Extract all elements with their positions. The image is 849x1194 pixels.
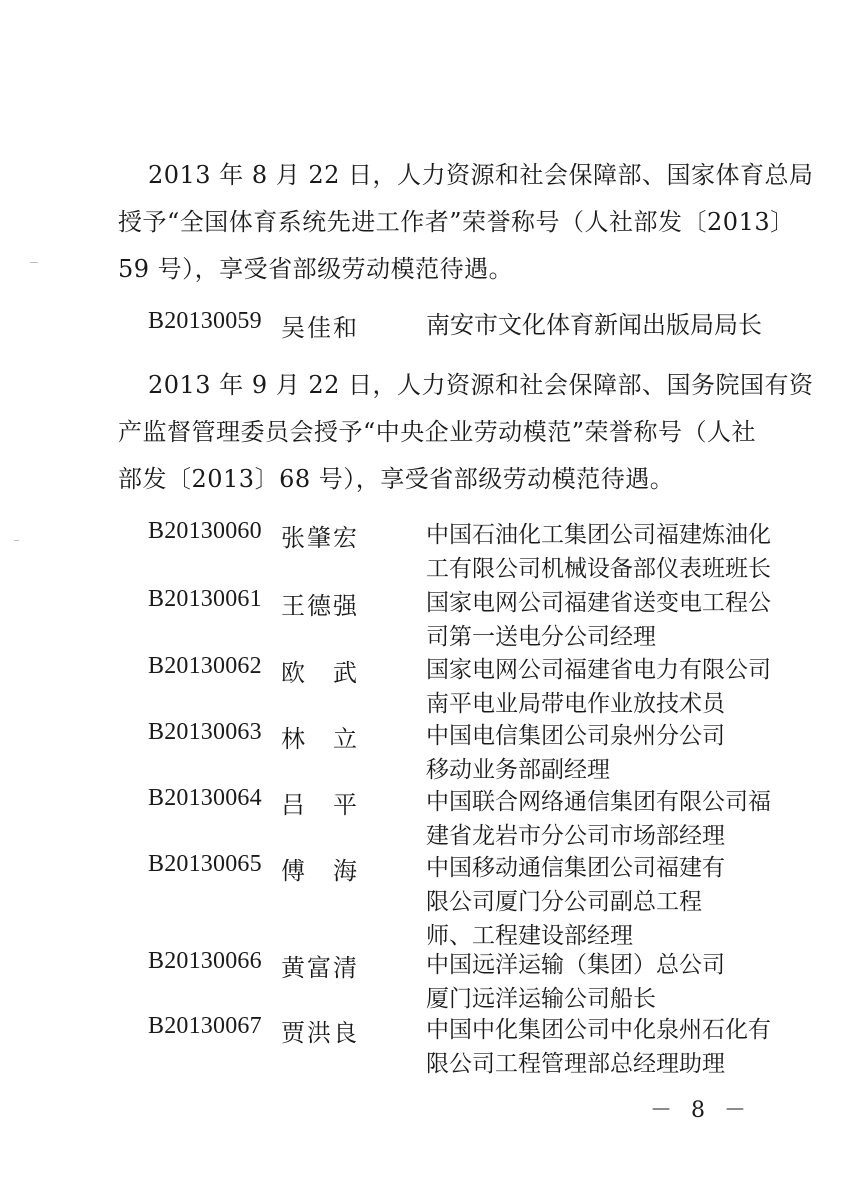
paragraph-line: 授予“全国体育系统先进工作者”荣誉称号（人社部发〔2013〕 [118,208,795,236]
paragraph-line: 产监督管理委员会授予“中央企业劳动模范”荣誉称号（人社 [118,418,757,446]
honoree-unit: 中国中化集团公司中化泉州石化有 限公司工程管理部总经理助理 [426,1017,771,1077]
honoree-code: B20130066 [148,948,262,974]
paragraph-line: 59 号），享受省部级劳动模范待遇。 [118,255,514,283]
scan-mark [14,540,19,541]
honoree-code: B20130067 [148,1013,262,1039]
paragraph-line: 2013 年 9 月 22 日，人力资源和社会保障部、国务院国有资 [148,371,814,399]
award-paragraph-1 [118,152,814,293]
honoree-code: B20130065 [148,851,262,877]
award-paragraph-2 [118,362,814,503]
page-number: － 8 － [650,1098,752,1123]
honoree-name: 傅 海 [281,857,359,885]
honoree-name: 贾洪良 [281,1019,359,1047]
honoree-name: 吕 平 [281,791,359,819]
honoree-code: B20130064 [148,785,262,811]
honoree-name: 欧 武 [281,659,359,687]
honoree-code: B20130060 [148,518,262,544]
honoree-code: B20130062 [148,653,262,679]
honoree-code: B20130063 [148,719,262,745]
honoree-unit: 国家电网公司福建省电力有限公司 南平电业局带电作业放技术员 [426,657,771,717]
honoree-name: 王德强 [281,592,359,620]
honoree-name: 张肇宏 [281,524,359,552]
honoree-code: B20130061 [148,586,262,612]
honoree-name: 黄富清 [281,954,359,982]
honoree-unit: 中国石油化工集团公司福建炼油化 工有限公司机械设备部仪表班班长 [426,522,771,582]
honoree-name: 林 立 [281,725,359,753]
honoree-unit: 中国电信集团公司泉州分公司 移动业务部副经理 [426,723,725,783]
honoree-name: 吴佳和 [281,314,359,342]
paragraph-line: 部发〔2013〕68 号），享受省部级劳动模范待遇。 [118,465,675,493]
paragraph-line: 2013 年 8 月 22 日，人力资源和社会保障部、国家体育总局 [148,161,814,189]
honoree-unit: 南安市文化体育新闻出版局局长 [426,311,762,339]
honoree-unit: 国家电网公司福建省送变电工程公 司第一送电分公司经理 [426,590,771,650]
honoree-row [148,308,768,344]
honoree-code: B20130059 [148,308,262,334]
honoree-unit: 中国联合网络通信集团有限公司福 建省龙岩市分公司市场部经理 [426,789,771,849]
honoree-unit: 中国远洋运输（集团）总公司 厦门远洋运输公司船长 [426,952,725,1012]
scan-mark [30,262,38,263]
honoree-unit: 中国移动通信集团公司福建有 限公司厦门分公司副总工程 师、工程建设部经理 [426,855,725,949]
